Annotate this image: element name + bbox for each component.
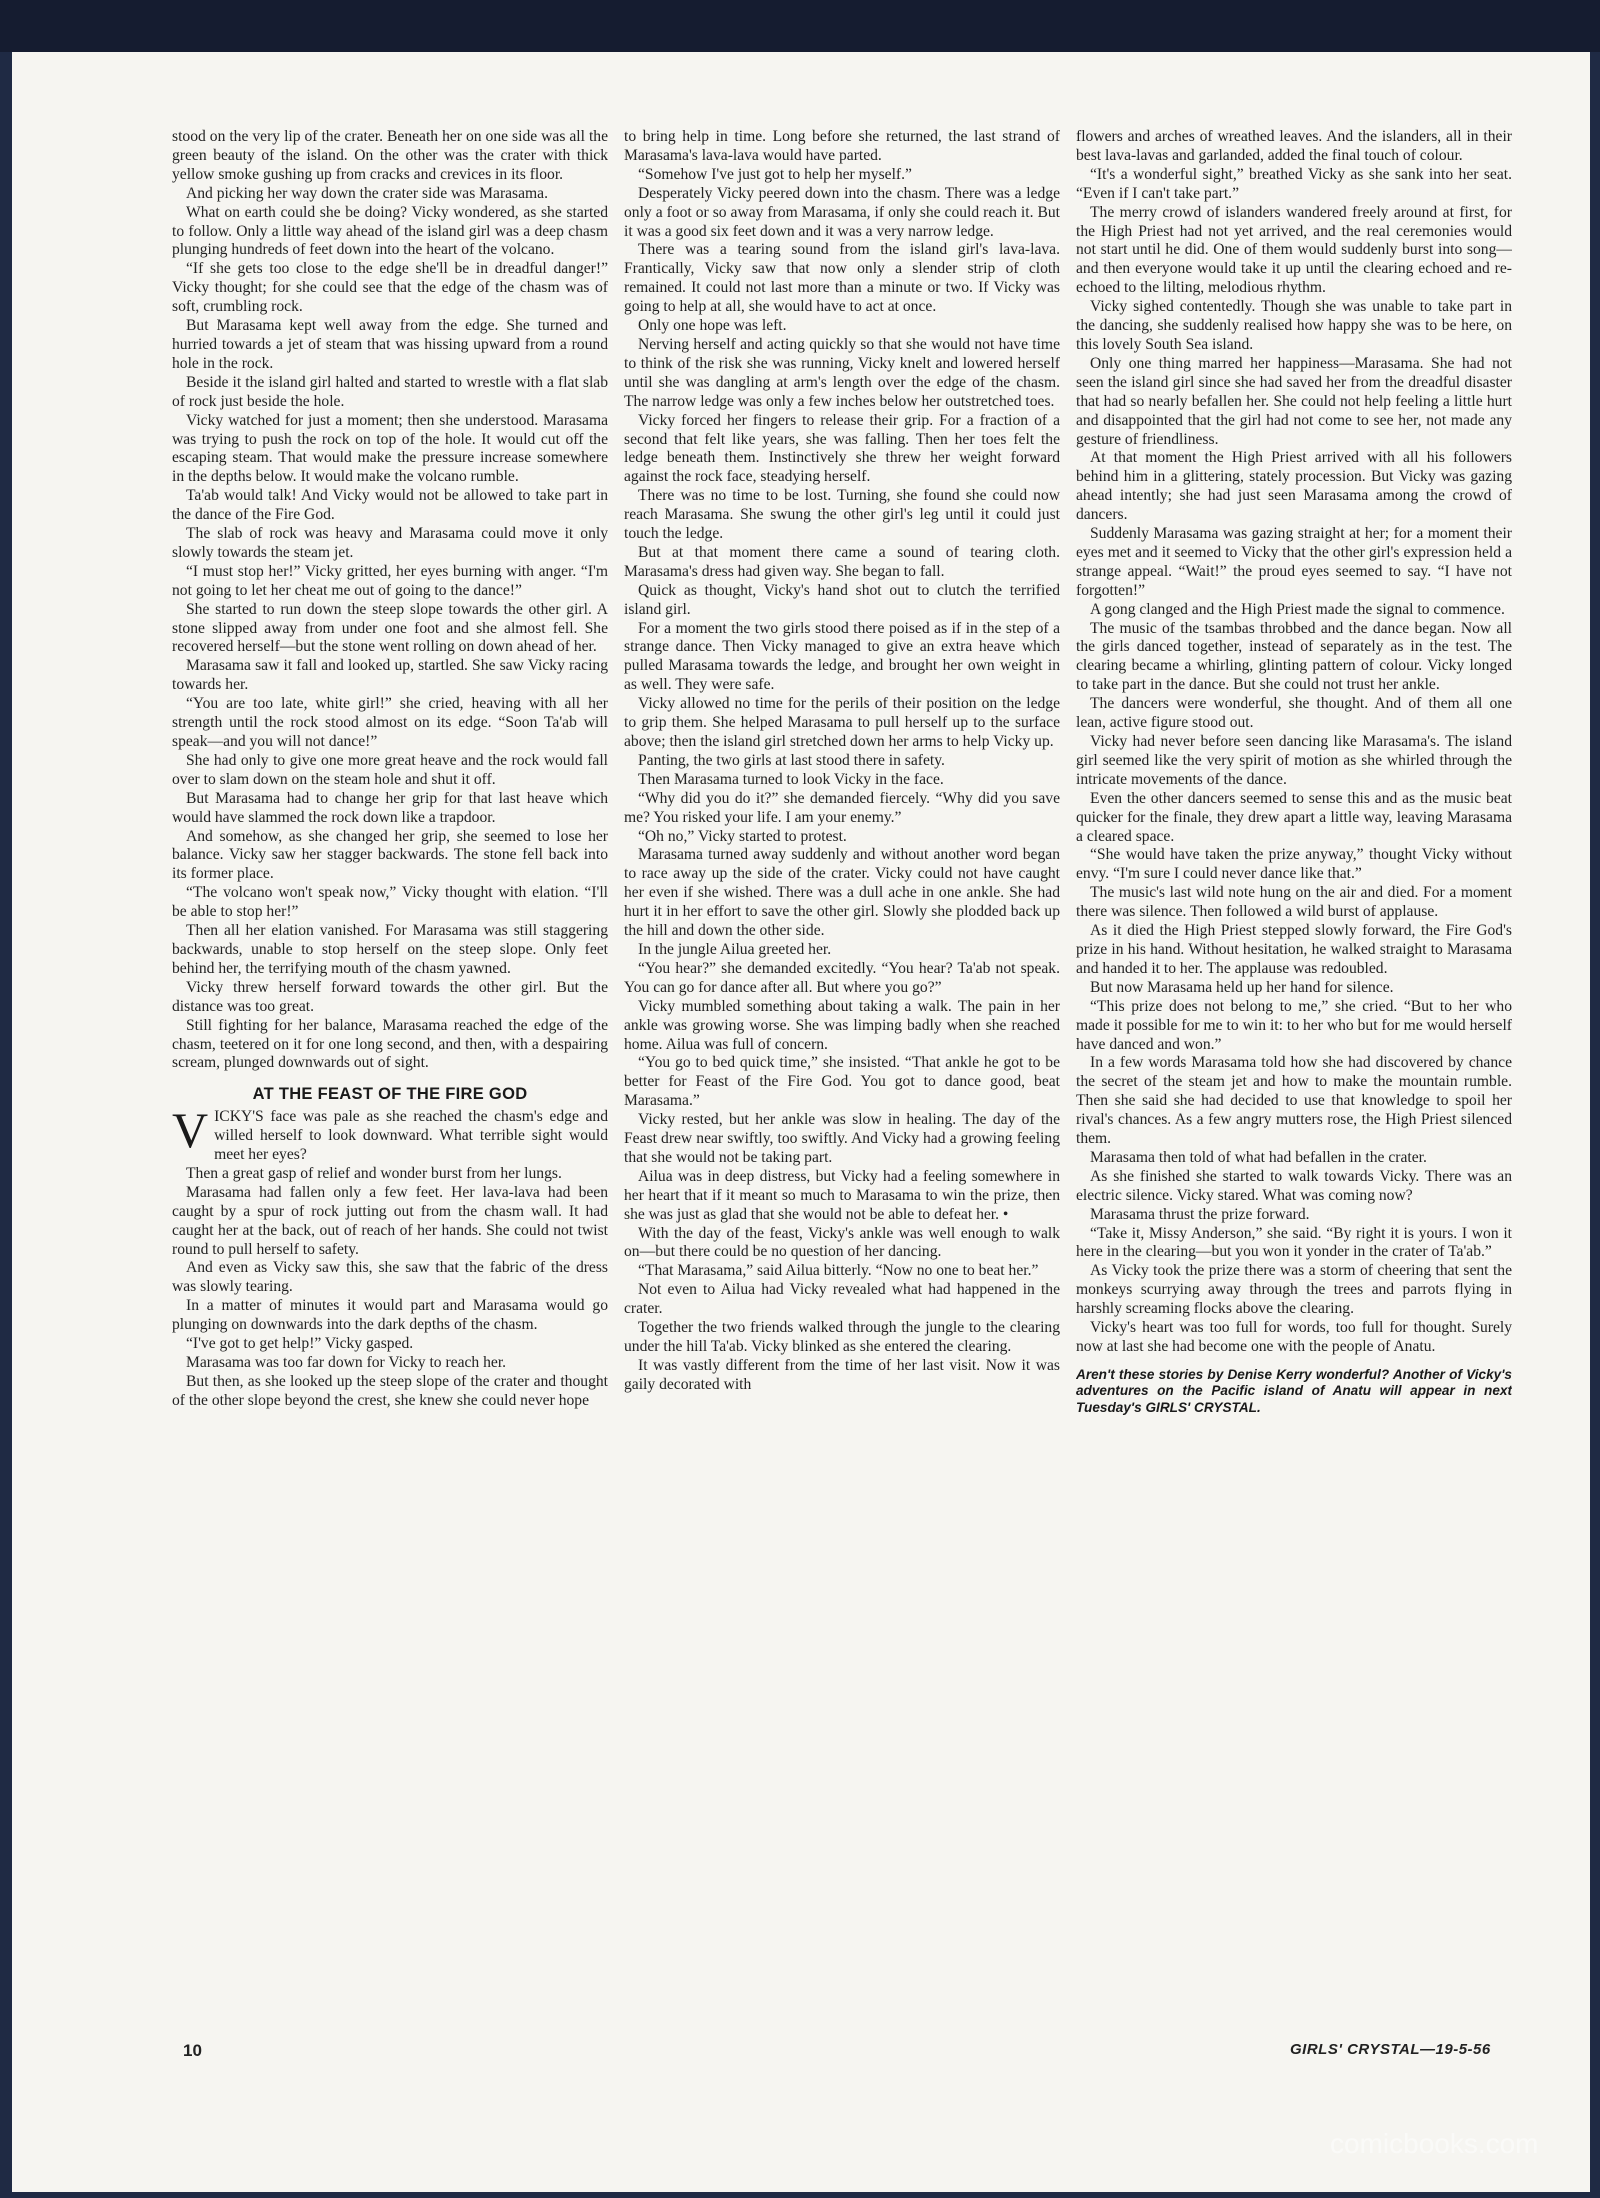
section-heading: AT THE FEAST OF THE FIRE GOD — [252, 1085, 528, 1104]
story-paragraph: And even as Vicky saw this, she saw that the fabric of the dress was slowly tearing. — [172, 1259, 608, 1296]
story-paragraph: “You go to bed quick time,” she insisted. “That ankle he got to be better for Feast of the Fire God. You got to dance good, beat Marasama.” — [624, 1054, 1060, 1110]
story-column-3 — [1076, 128, 1512, 2008]
story-paragraph: “You hear?” she demanded excitedly. “You hear? Ta'ab not speak. You can go for dance after all. But where you go?” — [624, 959, 1060, 996]
story-paragraph: But at that moment there came a sound of tearing cloth. Marasama's dress had given way. She began to fall. — [624, 543, 1060, 580]
story-paragraph: Marasama had fallen only a few feet. Her lava-lava had been caught by a spur of rock jutting out from the chasm wall. It had caught her at the back, out of reach of her hands. She could not twist round to pull herself to safety. — [172, 1183, 608, 1258]
story-paragraph: stood on the very lip of the crater. Beneath her on one side was all the green beauty of the island. On the other was the crater with thick yellow smoke gushing up from cracks and crevices in its floor. — [172, 128, 608, 183]
story-paragraph: Vicky threw herself forward towards the other girl. But the distance was too great. — [172, 978, 608, 1015]
story-paragraph: But now Marasama held up her hand for silence. — [1090, 978, 1394, 996]
story-paragraph: As Vicky took the prize there was a storm of cheering that sent the monkeys scurrying away through the trees and parrots flying in harshly screaming flocks above the clearing. — [1076, 1262, 1512, 1318]
story-paragraph: “Oh no,” Vicky started to protest. — [638, 827, 847, 845]
story-paragraph: Only one hope was left. — [638, 317, 787, 335]
story-paragraph: Marasama thrust the prize forward. — [1090, 1205, 1310, 1223]
story-paragraph: But Marasama had to change her grip for that last heave which would have slammed the rock down like a trapdoor. — [172, 789, 608, 826]
story-paragraph: “You are too late, white girl!” she cried, heaving with all her strength until the rock stood almost on its edge. “Soon Ta'ab will speak—and you will not dance!” — [172, 695, 608, 750]
story-paragraph: Marasama then told of what had befallen in the crater. — [1090, 1148, 1427, 1166]
story-paragraph: Not even to Ailua had Vicky revealed what had happened in the crater. — [624, 1281, 1060, 1318]
story-paragraph: Vicky had never before seen dancing like Marasama's. The island girl seemed like the very spirit of motion as she whirled through the intricate movements of the dance. — [1076, 733, 1512, 788]
dropcap-paragraph-text: ICKY'S face was pale as she reached the chasm's edge and willed herself to look downward. What terrible sight would meet her eyes? — [214, 1108, 608, 1164]
story-paragraph: She started to run down the steep slope towards the other girl. A stone slipped away from under one foot and she almost fell. She recovered herself—but the stone went rolling on down ahead of her. — [172, 600, 608, 656]
story-paragraph: Even the other dancers seemed to sense this and as the music beat quicker for the finale, they drew apart a little way, leaving Marasama a cleared space. — [1076, 789, 1512, 845]
story-paragraph: And somehow, as she changed her grip, she seemed to lose her balance. Vicky saw her stagger backwards. The stone fell back into its former place. — [172, 827, 608, 883]
story-paragraph: Vicky rested, but her ankle was slow in healing. The day of the Feast drew near swiftly, too swiftly. And Vicky had a growing feeling that she would not be taking part. — [624, 1111, 1060, 1166]
story-paragraph: “If she gets too close to the edge she'll be in dreadful danger!” Vicky thought; for she could see that the edge of the chasm was of soft, crumbling rock. — [172, 260, 608, 316]
dropcap-paragraph — [172, 1102, 608, 1165]
story-paragraph: “Take it, Missy Anderson,” she said. “By right it is yours. I won it here in the clearing—but you won it yonder in the crater of Ta'ab.” — [1076, 1224, 1512, 1261]
story-paragraph: As she finished she started to walk towards Vicky. There was an electric silence. Vicky stared. What was coming now? — [1076, 1167, 1512, 1204]
story-paragraph: “Somehow I've just got to help her myself.” — [638, 165, 912, 183]
story-paragraph: Still fighting for her balance, Marasama reached the edge of the chasm, teetered on it for one long second, and then, with a despairing scream, plunged downwards out of sight. — [172, 1016, 608, 1072]
story-paragraph: Beside it the island girl halted and started to wrestle with a flat slab of rock just beside the hole. — [172, 373, 608, 410]
story-paragraph: For a moment the two girls stood there poised as if in the step of a strange dance. Then Vicky managed to give an extra heave which pulled Marasama towards the ledge, and brought her own weight in as well. They were safe. — [624, 619, 1060, 694]
story-paragraph: Panting, the two girls at last stood there in safety. — [638, 751, 945, 769]
story-paragraph: Marasama was too far down for Vicky to reach her. — [186, 1354, 507, 1371]
story-paragraph: Quick as thought, Vicky's hand shot out to clutch the terrified island girl. — [624, 581, 1060, 618]
story-paragraph: What on earth could she be doing? Vicky wondered, as she started to follow. Only a little way ahead of the island girl was a deep chasm plunging hundreds of feet down into the heart of the volcano. — [172, 203, 608, 259]
story-paragraph: “The volcano won't speak now,” Vicky thought with elation. “I'll be able to stop her!” — [172, 884, 608, 921]
story-paragraph: Then all her elation vanished. For Marasama was still staggering backwards, unable to stop herself on the steep slope. Only feet behind her, the terrifying mouth of the chasm yawned. — [172, 922, 608, 977]
story-paragraph: The slab of rock was heavy and Marasama could move it only slowly towards the steam jet. — [172, 525, 608, 561]
scan-top-border — [0, 0, 1600, 52]
story-paragraph: “It's a wonderful sight,” breathed Vicky as she sank into her seat. “Even if I can't take part.” — [1076, 165, 1512, 202]
story-paragraph: Ta'ab would talk! And Vicky would not be allowed to take part in the dance of the Fire God. — [172, 487, 608, 524]
story-paragraph: And picking her way down the crater side was Marasama. — [186, 184, 548, 202]
story-paragraph: It was vastly different from the time of her last visit. Now it was gaily decorated with — [624, 1356, 1060, 1393]
story-paragraph: “She would have taken the prize anyway,” thought Vicky without envy. “I'm sure I could never dance like that.” — [1076, 846, 1512, 883]
story-paragraph: The music's last wild note hung on the air and died. For a moment there was silence. Then followed a wild burst of applause. — [1076, 884, 1512, 921]
story-columns — [172, 128, 1512, 2008]
story-paragraph: “This prize does not belong to me,” she cried. “But to her who made it possible for me to win it: to her who but for me would herself have danced and won.” — [1076, 997, 1512, 1053]
story-paragraph: The merry crowd of islanders wandered freely around at first, for the High Priest had not yet arrived, and the real ceremonies would not start until he did. One of them would suddenly burst into song—and then everyone would take it up until the clearing echoed and re-echoed to the lilting, melodious rhythm. — [1076, 203, 1512, 297]
story-paragraph: Then a great gasp of relief and wonder burst from her lungs. — [186, 1164, 562, 1182]
story-paragraph: Marasama turned away suddenly and without another word began to race away up the side of the crater. Vicky could not have caught her even if she wished. There was a dull ache in one ankle. She had hurt it in her effort to save the other girl. Slowly she plodded back up the hill and down the other side. — [624, 846, 1060, 940]
story-paragraph: Then Marasama turned to look Vicky in the face. — [638, 770, 944, 788]
story-paragraph: “I've got to get help!” Vicky gasped. — [186, 1335, 414, 1353]
story-paragraph: flowers and arches of wreathed leaves. And the islanders, all in their best lava-lavas and garlanded, added the final touch of colour. — [1076, 128, 1512, 164]
story-paragraph: Vicky mumbled something about taking a walk. The pain in her ankle was growing worse. She was limping badly when she reached home. Ailua was full of concern. — [624, 997, 1060, 1053]
story-paragraph: Nerving herself and acting quickly so that she would not have time to think of the risk she was running, Vicky knelt and lowered herself until she was dangling at arm's length over the edge of the chasm. The narrow ledge was only a few inches below her outstretched toes. — [624, 335, 1060, 410]
story-paragraph: She had only to give one more great heave and the rock would fall over to slam down on the steam hole and shut it off. — [172, 751, 608, 788]
story-paragraph: But Marasama kept well away from the edge. She turned and hurried towards a jet of steam that was hissing upward from a round hole in the rock. — [172, 317, 608, 372]
story-paragraph: Vicky watched for just a moment; then she understood. Marasama was trying to push the rock on top of the hole. It would cut off the escaping steam. That would make the pressure increase somewhere in the depths below. It would make the volcano rumble. — [172, 411, 608, 486]
story-paragraph: Desperately Vicky peered down into the chasm. There was a ledge only a foot or so away from Marasama, if only she could reach it. But it was a good six feet down and it was a very narrow ledge. — [624, 184, 1060, 240]
story-paragraph: The dancers were wonderful, she thought. And of them all one lean, active figure stood out. — [1076, 695, 1512, 732]
story-paragraph: Together the two friends walked through the jungle to the clearing under the hill Ta'ab. Vicky blinked as she entered the clearing. — [624, 1319, 1060, 1355]
story-paragraph: to bring help in time. Long before she returned, the last strand of Marasama's lava-lava would have parted. — [624, 128, 1060, 164]
story-paragraph: “Why did you do it?” she demanded fiercely. “Why did you save me? You risked your life. I am your enemy.” — [624, 789, 1060, 826]
story-paragraph: But then, as she looked up the steep slope of the crater and thought of the other slope beyond the crest, she knew she could never hope — [172, 1372, 608, 1409]
story-paragraph: Vicky's heart was too full for words, too full for thought. Surely now at last she had become one with the people of Anatu. — [1076, 1319, 1512, 1355]
story-column-1 — [172, 128, 608, 2008]
story-paragraph: At that moment the High Priest arrived with all his followers behind him in a glittering, stately procession. But Vicky was gazing ahead intently; she had just seen Marasama among the crowd of dancers. — [1076, 449, 1512, 524]
story-paragraph: As it died the High Priest stepped slowly forward, the Fire God's prize in his hand. Without hesitation, he walked straight to Marasama and handed it to her. The applause was redoubled. — [1076, 922, 1512, 977]
drop-cap: V — [172, 1102, 209, 1159]
story-paragraph: “I must stop her!” Vicky gritted, her eyes burning with anger. “I'm not going to let her cheat me out of going to the dance!” — [172, 562, 608, 599]
story-paragraph: In a few words Marasama told how she had discovered by chance the secret of the steam jet and how to make the mountain rumble. Then she said she had decided to use that knowledge to spoil her rival's chances. As a few angry mutters rose, the High Priest silenced them. — [1076, 1054, 1512, 1148]
story-paragraph: Ailua was in deep distress, but Vicky had a feeling somewhere in her heart that if it meant so much to Marasama to win the prize, then she was just as glad that she would not be able to defeat her. • — [624, 1167, 1060, 1223]
story-paragraph: With the day of the feast, Vicky's ankle was well enough to walk on—but there could be no question of her dancing. — [624, 1224, 1060, 1261]
story-paragraph: The music of the tsambas throbbed and the dance began. Now all the girls danced together, instead of separately as in the test. The clearing became a whirling, glinting pattern of colour. Vicky longed to take part in the dance. But she could not trust her ankle. — [1076, 619, 1512, 694]
next-issue-promo: Aren't these stories by Denise Kerry wonderful? Another of Vicky's adventures on the Pacific island of Anatu will appear in next Tuesday's GIRLS' CRYSTAL. — [1076, 1366, 1512, 1415]
story-paragraph: Vicky allowed no time for the perils of their position on the ledge to grip them. She helped Marasama to pull herself up to the surface above; then the island girl stretched down her arms to help Vicky up. — [624, 695, 1060, 750]
story-paragraph: In the jungle Ailua greeted her. — [638, 940, 832, 958]
story-paragraph: Suddenly Marasama was gazing straight at her; for a moment their eyes met and it seemed to Vicky that the other girl's expression held a strange appeal. “Wait!” the proud eyes seemed to say. “I have not forgotten!” — [1076, 525, 1512, 599]
story-paragraph: A gong clanged and the High Priest made the signal to commence. — [1090, 600, 1505, 618]
story-paragraph: Marasama saw it fall and looked up, startled. She saw Vicky racing towards her. — [172, 657, 608, 694]
page-number: 10 — [183, 2041, 202, 2060]
watermark: comicbooks.com — [1330, 2128, 1539, 2159]
publication-footer: GIRLS' CRYSTAL—19-5-56 — [1290, 2041, 1491, 2058]
story-paragraph: There was no time to be lost. Turning, she found she could now reach Marasama. She swung the other girl's leg until it could just touch the ledge. — [624, 487, 1060, 543]
story-paragraph: Only one thing marred her happiness—Marasama. She had not seen the island girl since she had saved her from the dreadful disaster that had so nearly befallen her. She could not help feeling a little hurt and disappointed that the girl had not come to see her, not made any gesture of friendliness. — [1076, 354, 1512, 448]
story-paragraph: In a matter of minutes it would part and Marasama would go plunging on downwards into the dark depths of the chasm. — [172, 1297, 608, 1334]
story-paragraph: “That Marasama,” said Ailua bitterly. “Now no one to beat her.” — [638, 1262, 1039, 1280]
story-paragraph: There was a tearing sound from the island girl's lava-lava. Frantically, Vicky saw that now only a slender strip of cloth remained. It could not last more than a minute or two. If Vicky was going to help at all, she would have to act at once. — [624, 241, 1060, 316]
story-column-2 — [624, 128, 1060, 2008]
story-paragraph: Vicky sighed contentedly. Though she was unable to take part in the dancing, she suddenly realised how happy she was to be here, on this lovely South Sea island. — [1076, 298, 1512, 353]
story-paragraph: Vicky forced her fingers to release their grip. For a fraction of a second that felt like years, she was falling. Then her toes felt the ledge beneath them. Instinctively she threw her weight forward against the rock face, steadying herself. — [624, 411, 1060, 486]
